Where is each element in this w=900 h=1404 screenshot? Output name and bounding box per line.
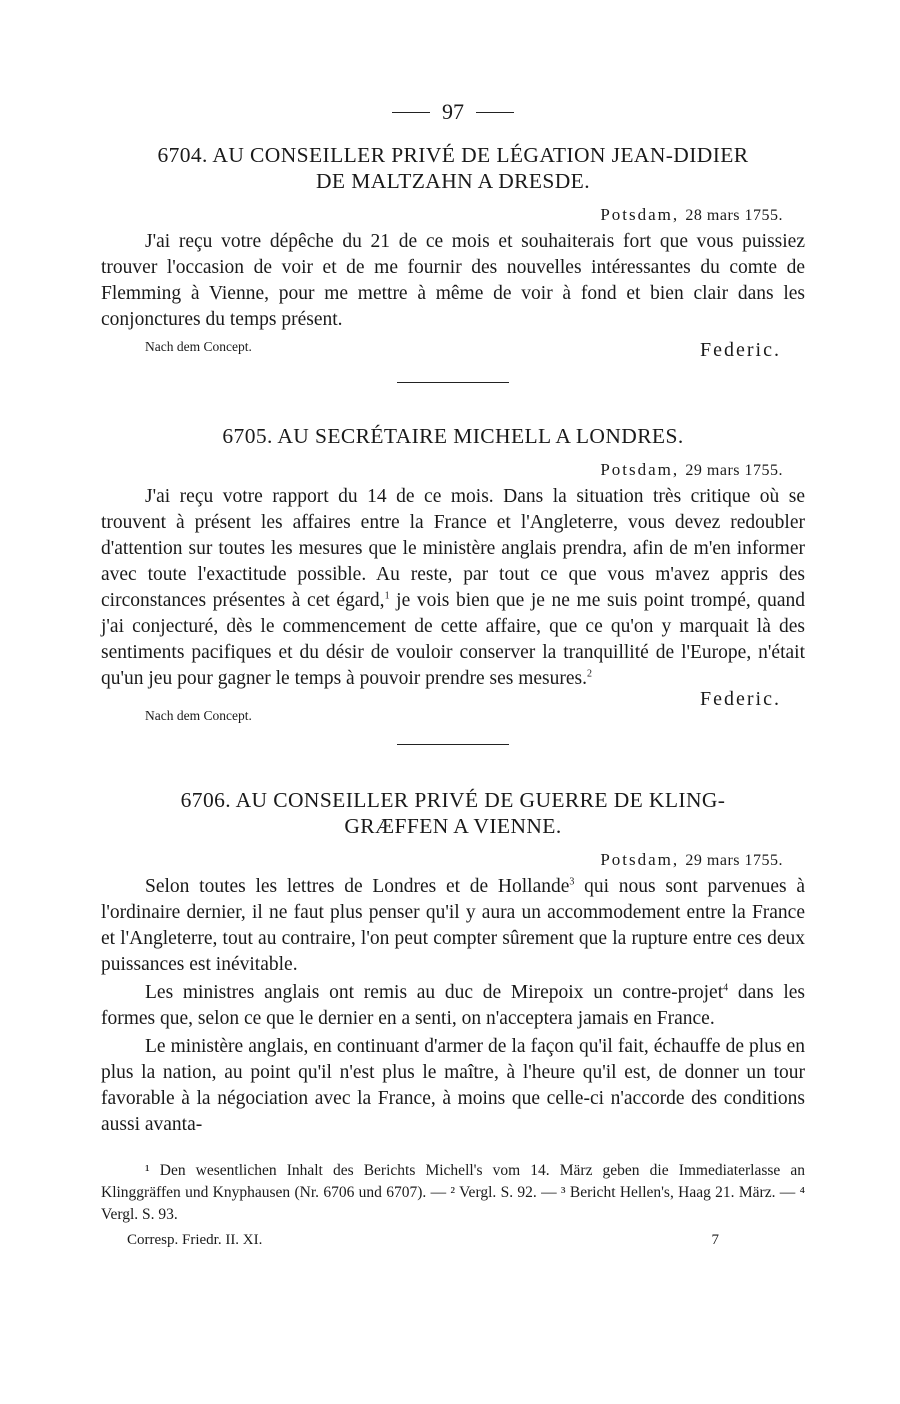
dateline (101, 204, 783, 227)
footnotes: ¹ Den wesentlichen Inhalt des Berichts Michell's vom 14. März geben die Immediaterlasse an Klinggräffen und Knyphausen (Nr. 6706 und 6707). — ² Vergl. S. 92. — ³ Bericht Hellen's, Haag 21. März. — ⁴ Vergl. S. 93. (101, 1162, 805, 1223)
source-note: Nach dem Concept. (145, 339, 252, 354)
signature: Federic. (700, 688, 781, 710)
letter-title (101, 787, 805, 839)
signature-row (101, 688, 805, 724)
paragraph-text: Selon toutes les lettres de Londres et de Hollande (145, 876, 570, 897)
paragraph-text: Les ministres anglais ont remis au duc de Mirepoix un contre-projet (145, 982, 724, 1003)
letter-paragraph: J'ai reçu votre dépêche du 21 de ce mois et souhaiterais fort que vous puissiez trouver l'occasion de voir et de me fournir des nouvelles intéressantes du comte de Flemming à Vienne, pour me mettre à même de voir à fond et bien clair dans les conjonctures du temps présent. (101, 231, 805, 330)
letter-6705 (101, 423, 805, 745)
letter-title (101, 142, 805, 194)
header-dash-left (392, 112, 430, 113)
paragraph-text: qui nous sont parvenues à l'ordinaire dernier, il ne faut plus penser qu'il y aura un accommodement entre la France et l'Angleterre, tout au contraire, l'on peut compter sûrement que la rupture entre ces deux puissances est inévitable. (101, 876, 805, 975)
letter-title-line: GRÆFFEN A VIENNE. (344, 814, 562, 838)
letter-title-line: 6705. AU SECRÉTAIRE MICHELL A LONDRES. (222, 424, 684, 448)
dateline-date: 29 mars 1755. (685, 852, 783, 869)
footnote-marker[interactable]: 1 (384, 590, 390, 602)
dateline-place: Potsdam, (600, 850, 680, 869)
paragraph-text: J'ai reçu votre rapport du 14 de ce mois. Dans la situation très critique où se trouvent à présent les affaires entre la France et l'Angleterre, vous devez redoubler d'attention sur toutes les mesures que le ministère anglais prendra, afin de m'en informer avec toute l'exactitude possible. Au reste, par tout ce que vous m'avez appris des circonstances présentes à cet égard, (101, 486, 805, 611)
header-dash-right (476, 112, 514, 113)
page-footer (101, 1232, 805, 1249)
paragraph-text: je vois bien que je ne me suis point trompé, quand j'ai conjecturé, dès le commencement de cette affaire, que ce qu'on y marquait là des sentiments pacifiques et du désir de vouloir conserver la tranquillité de l'Europe, n'était qu'un jeu pour gagner le temps à pouvoir prendre ses mesures. (101, 590, 805, 689)
paragraph-text: dans les formes que, selon ce que le dernier en a senti, on n'acceptera jamais en France. (101, 982, 805, 1029)
letter-6704 (101, 142, 805, 383)
footer-source: Corresp. Friedr. II. XI. (127, 1232, 263, 1248)
letter-title-line: 6704. AU CONSEILLER PRIVÉ DE LÉGATION JEAN-DIDIER (157, 143, 749, 167)
page-number: 97 (442, 99, 464, 124)
page (101, 96, 805, 1249)
dateline-place: Potsdam, (600, 205, 680, 224)
letter-6706 (101, 787, 805, 1138)
dateline-date: 29 mars 1755. (685, 462, 783, 479)
letter-title (101, 423, 805, 449)
dateline (101, 849, 783, 872)
dateline (101, 459, 783, 482)
section-divider (397, 382, 509, 383)
letter-paragraph (101, 484, 805, 692)
footnote-marker[interactable]: 3 (569, 876, 575, 888)
letter-paragraph: Le ministère anglais, en continuant d'armer de la façon qu'il fait, échauffe de plus en plus la nation, au point qu'il n'est plus le maître, à l'heure qu'il est, de donner un tour favorable à la négociation avec la France, à moins que celle-ci n'accorde des conditions aussi avanta- (101, 1036, 805, 1135)
signature-row (101, 339, 805, 362)
dateline-place: Potsdam, (600, 460, 680, 479)
letter-title-line: 6706. AU CONSEILLER PRIVÉ DE GUERRE DE KLING- (180, 788, 726, 812)
section-divider (397, 744, 509, 745)
footnote-marker[interactable]: 2 (587, 668, 593, 680)
letter-paragraph (101, 980, 805, 1032)
letter-title-line: DE MALTZAHN A DRESDE. (316, 169, 590, 193)
source-note: Nach dem Concept. (145, 708, 252, 723)
page-header (101, 96, 805, 128)
signature-mark: 7 (711, 1232, 719, 1248)
signature: Federic. (700, 339, 781, 361)
letter-paragraph (101, 874, 805, 978)
footnote-marker[interactable]: 4 (723, 982, 729, 994)
dateline-date: 28 mars 1755. (685, 207, 783, 224)
